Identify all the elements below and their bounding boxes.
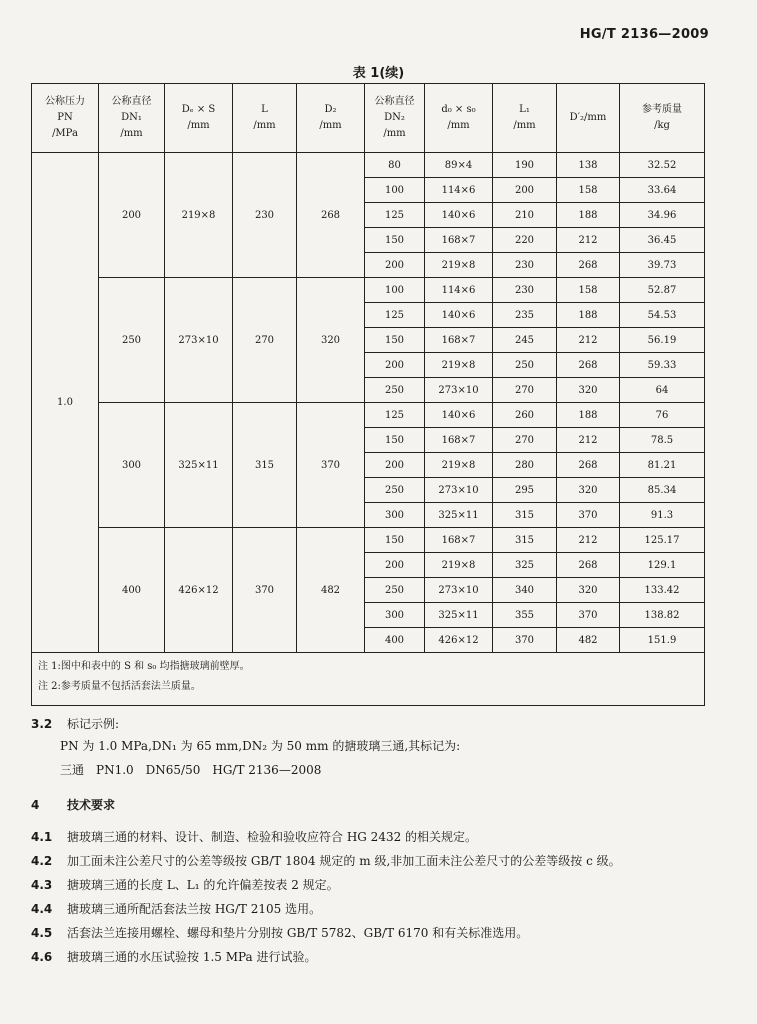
cell-d2: 320 bbox=[297, 278, 365, 403]
cell-l: 315 bbox=[233, 403, 297, 528]
requirement-number: 4.3 bbox=[31, 878, 53, 892]
header-dn1: 公称直径 DN₁ /mm bbox=[99, 84, 165, 153]
table-notes bbox=[32, 653, 705, 706]
header-mass: 参考质量 /kg bbox=[620, 84, 705, 153]
cell-d0-s0: 219×8 bbox=[425, 253, 493, 278]
cell-dn2: 150 bbox=[365, 328, 425, 353]
requirement-number: 4.2 bbox=[31, 854, 53, 868]
cell-dn2: 300 bbox=[365, 603, 425, 628]
requirement-text: 加工面未注公差尺寸的公差等级按 GB/T 1804 规定的 m 级,非加工面未注公差尺寸的公差等级按 c 级。 bbox=[67, 854, 621, 868]
cell-dn2: 250 bbox=[365, 578, 425, 603]
requirement-text: 活套法兰连接用螺栓、螺母和垫片分别按 GB/T 5782、GB/T 6170 和有关标准选用。 bbox=[67, 926, 529, 940]
cell-mass: 91.3 bbox=[620, 503, 705, 528]
requirement-text: 搪玻璃三通所配活套法兰按 HG/T 2105 选用。 bbox=[67, 902, 322, 916]
cell-l: 230 bbox=[233, 153, 297, 278]
cell-dn2: 150 bbox=[365, 528, 425, 553]
cell-d2-prime: 212 bbox=[557, 228, 620, 253]
cell-d2-prime: 320 bbox=[557, 578, 620, 603]
cell-dn1: 400 bbox=[99, 528, 165, 653]
cell-l1: 340 bbox=[493, 578, 557, 603]
requirement-text: 搪玻璃三通的材料、设计、制造、检验和验收应符合 HG 2432 的相关规定。 bbox=[67, 830, 478, 844]
table-row bbox=[32, 403, 705, 428]
requirement-number: 4.6 bbox=[31, 950, 53, 964]
cell-mass: 125.17 bbox=[620, 528, 705, 553]
section-number: 4 bbox=[31, 798, 40, 812]
cell-dn2: 250 bbox=[365, 378, 425, 403]
section-number: 3.2 bbox=[31, 717, 53, 731]
cell-l1: 315 bbox=[493, 503, 557, 528]
cell-l1: 370 bbox=[493, 628, 557, 653]
cell-d0-s0: 426×12 bbox=[425, 628, 493, 653]
cell-dn2: 125 bbox=[365, 303, 425, 328]
cell-d0-s0: 273×10 bbox=[425, 578, 493, 603]
cell-d0-s0: 89×4 bbox=[425, 153, 493, 178]
section-4-heading bbox=[31, 796, 721, 814]
table-row bbox=[32, 153, 705, 178]
cell-d2-prime: 320 bbox=[557, 478, 620, 503]
cell-l1: 220 bbox=[493, 228, 557, 253]
cell-de-s: 273×10 bbox=[165, 278, 233, 403]
cell-d2-prime: 268 bbox=[557, 553, 620, 578]
cell-mass: 64 bbox=[620, 378, 705, 403]
cell-dn2: 200 bbox=[365, 353, 425, 378]
cell-dn2: 100 bbox=[365, 178, 425, 203]
cell-l1: 260 bbox=[493, 403, 557, 428]
cell-d2: 482 bbox=[297, 528, 365, 653]
header-pn: 公称压力 PN /MPa bbox=[32, 84, 99, 153]
requirement-number: 4.1 bbox=[31, 830, 53, 844]
cell-mass: 33.64 bbox=[620, 178, 705, 203]
cell-d2-prime: 212 bbox=[557, 428, 620, 453]
cell-d2-prime: 188 bbox=[557, 403, 620, 428]
cell-mass: 151.9 bbox=[620, 628, 705, 653]
cell-d2-prime: 188 bbox=[557, 203, 620, 228]
cell-dn2: 200 bbox=[365, 253, 425, 278]
cell-d2-prime: 370 bbox=[557, 603, 620, 628]
cell-d0-s0: 273×10 bbox=[425, 378, 493, 403]
table-note-1: 注 1:图中和表中的 S 和 s₀ 均指搪玻璃前壁厚。 bbox=[38, 661, 250, 672]
cell-d2-prime: 212 bbox=[557, 528, 620, 553]
cell-l1: 250 bbox=[493, 353, 557, 378]
table-row bbox=[32, 528, 705, 553]
cell-d2-prime: 158 bbox=[557, 178, 620, 203]
cell-d2: 370 bbox=[297, 403, 365, 528]
table-header-row bbox=[32, 84, 705, 153]
cell-l1: 270 bbox=[493, 428, 557, 453]
cell-dn2: 300 bbox=[365, 503, 425, 528]
cell-mass: 76 bbox=[620, 403, 705, 428]
section-title: 技术要求 bbox=[67, 798, 116, 812]
marking-example-text: PN 为 1.0 MPa,DN₁ 为 65 mm,DN₂ 为 50 mm 的搪玻璃三通,其标记为: bbox=[60, 739, 461, 753]
header-d2: D₂ /mm bbox=[297, 84, 365, 153]
section-title: 标记示例: bbox=[67, 717, 120, 731]
requirement-item bbox=[31, 948, 721, 966]
cell-mass: 133.42 bbox=[620, 578, 705, 603]
requirement-item bbox=[31, 828, 721, 846]
cell-mass: 78.5 bbox=[620, 428, 705, 453]
cell-l1: 235 bbox=[493, 303, 557, 328]
cell-l1: 280 bbox=[493, 453, 557, 478]
cell-d0-s0: 168×7 bbox=[425, 228, 493, 253]
cell-mass: 54.53 bbox=[620, 303, 705, 328]
cell-d0-s0: 219×8 bbox=[425, 353, 493, 378]
cell-mass: 85.34 bbox=[620, 478, 705, 503]
cell-d2-prime: 138 bbox=[557, 153, 620, 178]
cell-mass: 81.21 bbox=[620, 453, 705, 478]
cell-d2-prime: 320 bbox=[557, 378, 620, 403]
requirement-item bbox=[31, 900, 721, 918]
cell-l1: 200 bbox=[493, 178, 557, 203]
requirement-item bbox=[31, 852, 721, 870]
header-d2-prime: D′₂/mm bbox=[557, 84, 620, 153]
cell-mass: 52.87 bbox=[620, 278, 705, 303]
cell-pn: 1.0 bbox=[32, 153, 99, 653]
cell-d0-s0: 140×6 bbox=[425, 203, 493, 228]
cell-d0-s0: 114×6 bbox=[425, 278, 493, 303]
cell-mass: 34.96 bbox=[620, 203, 705, 228]
technical-requirements-list bbox=[31, 828, 721, 972]
cell-dn2: 250 bbox=[365, 478, 425, 503]
cell-l1: 210 bbox=[493, 203, 557, 228]
standard-number: HG/T 2136—2009 bbox=[579, 27, 709, 42]
dimension-table bbox=[31, 83, 705, 706]
cell-mass: 39.73 bbox=[620, 253, 705, 278]
cell-l1: 190 bbox=[493, 153, 557, 178]
cell-l1: 230 bbox=[493, 253, 557, 278]
header-l: L /mm bbox=[233, 84, 297, 153]
cell-dn2: 125 bbox=[365, 403, 425, 428]
header-de-s: Dₑ × S /mm bbox=[165, 84, 233, 153]
cell-d2-prime: 268 bbox=[557, 353, 620, 378]
cell-d0-s0: 219×8 bbox=[425, 553, 493, 578]
cell-de-s: 426×12 bbox=[165, 528, 233, 653]
cell-de-s: 219×8 bbox=[165, 153, 233, 278]
header-d0-s0: d₀ × s₀ /mm bbox=[425, 84, 493, 153]
cell-d0-s0: 168×7 bbox=[425, 528, 493, 553]
cell-dn2: 150 bbox=[365, 228, 425, 253]
cell-d2-prime: 482 bbox=[557, 628, 620, 653]
cell-d0-s0: 140×6 bbox=[425, 303, 493, 328]
marking-example-code: 三通 PN1.0 DN65/50 HG/T 2136—2008 bbox=[60, 763, 322, 777]
cell-mass: 56.19 bbox=[620, 328, 705, 353]
cell-d0-s0: 114×6 bbox=[425, 178, 493, 203]
table-row bbox=[32, 278, 705, 303]
cell-dn1: 200 bbox=[99, 153, 165, 278]
cell-l1: 295 bbox=[493, 478, 557, 503]
cell-d2-prime: 268 bbox=[557, 253, 620, 278]
cell-l: 370 bbox=[233, 528, 297, 653]
cell-d2-prime: 212 bbox=[557, 328, 620, 353]
cell-dn2: 400 bbox=[365, 628, 425, 653]
cell-dn2: 150 bbox=[365, 428, 425, 453]
cell-l1: 355 bbox=[493, 603, 557, 628]
cell-d0-s0: 168×7 bbox=[425, 328, 493, 353]
table-notes-row bbox=[32, 653, 705, 706]
cell-d2-prime: 268 bbox=[557, 453, 620, 478]
requirement-number: 4.5 bbox=[31, 926, 53, 940]
requirement-item bbox=[31, 924, 721, 942]
cell-l1: 230 bbox=[493, 278, 557, 303]
cell-dn2: 200 bbox=[365, 553, 425, 578]
cell-d0-s0: 168×7 bbox=[425, 428, 493, 453]
cell-mass: 36.45 bbox=[620, 228, 705, 253]
cell-mass: 59.33 bbox=[620, 353, 705, 378]
cell-l: 270 bbox=[233, 278, 297, 403]
cell-dn2: 200 bbox=[365, 453, 425, 478]
requirement-item bbox=[31, 876, 721, 894]
cell-d0-s0: 273×10 bbox=[425, 478, 493, 503]
cell-d0-s0: 140×6 bbox=[425, 403, 493, 428]
cell-l1: 315 bbox=[493, 528, 557, 553]
cell-d0-s0: 219×8 bbox=[425, 453, 493, 478]
requirement-number: 4.4 bbox=[31, 902, 53, 916]
cell-l1: 325 bbox=[493, 553, 557, 578]
cell-d2: 268 bbox=[297, 153, 365, 278]
cell-l1: 245 bbox=[493, 328, 557, 353]
cell-d2-prime: 188 bbox=[557, 303, 620, 328]
cell-dn2: 100 bbox=[365, 278, 425, 303]
requirement-text: 搪玻璃三通的水压试验按 1.5 MPa 进行试验。 bbox=[67, 950, 317, 964]
cell-mass: 32.52 bbox=[620, 153, 705, 178]
cell-dn1: 300 bbox=[99, 403, 165, 528]
cell-l1: 270 bbox=[493, 378, 557, 403]
cell-d0-s0: 325×11 bbox=[425, 603, 493, 628]
cell-dn2: 125 bbox=[365, 203, 425, 228]
cell-de-s: 325×11 bbox=[165, 403, 233, 528]
cell-d0-s0: 325×11 bbox=[425, 503, 493, 528]
header-l1: L₁ /mm bbox=[493, 84, 557, 153]
cell-dn1: 250 bbox=[99, 278, 165, 403]
table-title: 表 1(续) bbox=[352, 66, 405, 81]
table-note-2: 注 2:参考质量不包括活套法兰质量。 bbox=[38, 681, 201, 692]
header-dn2: 公称直径 DN₂ /mm bbox=[365, 84, 425, 153]
requirement-text: 搪玻璃三通的长度 L、L₁ 的允许偏差按表 2 规定。 bbox=[67, 878, 339, 892]
section-3-2 bbox=[31, 715, 721, 779]
cell-mass: 129.1 bbox=[620, 553, 705, 578]
cell-d2-prime: 158 bbox=[557, 278, 620, 303]
cell-d2-prime: 370 bbox=[557, 503, 620, 528]
cell-mass: 138.82 bbox=[620, 603, 705, 628]
cell-dn2: 80 bbox=[365, 153, 425, 178]
